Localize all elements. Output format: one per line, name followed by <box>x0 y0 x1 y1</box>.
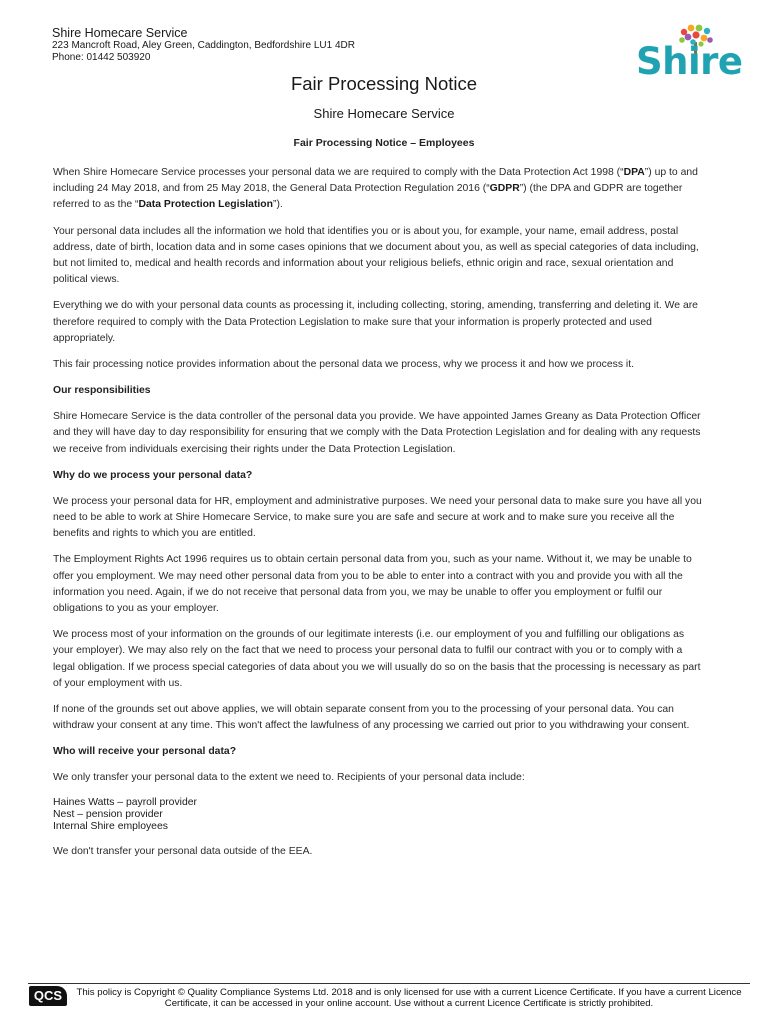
company-address: 223 Mancroft Road, Aley Green, Caddington, Bedfordshire LU1 4DR <box>52 40 355 51</box>
list-item: Nest – pension provider <box>53 808 163 820</box>
company-phone: Phone: 01442 503920 <box>52 51 151 63</box>
paragraph-why-2: The Employment Rights Act 1996 requires us to obtain certain personal data from you, such as your name. Without it, we may be unable to offer you employment. We may need other personal data from you to be able to enter into a contract with you and provide you with all the information you need. Again, if we do not receive that personal data from you, we may be unable to offer you employment or fulfil our obligations to you as your employer. <box>53 554 692 615</box>
document-body <box>53 165 703 859</box>
list-item: Haines Watts – payroll provider <box>53 796 197 808</box>
gdpr-term: GDPR <box>489 183 520 195</box>
company-name: Shire Homecare Service <box>52 26 188 40</box>
paragraph-why-4: If none of the grounds set out above applies, we will obtain separate consent from you to the processing of your personal data. You can withdraw your consent at any time. This won't affect the lawfulness of any processing we carried out prior to you withdrawing your consent. <box>53 704 690 732</box>
legislation-term: Data Protection Legislation <box>138 199 274 211</box>
page-subtitle: Shire Homecare Service <box>313 106 455 121</box>
paragraph-recipients-intro: We only transfer your personal data to the extent we need to. Recipients of your personal data include: <box>53 772 525 784</box>
paragraph-processing: Everything we do with your personal data counts as processing it, including collecting, storing, amending, transferring and deleting it. We are therefore required to comply with the Data Protection Legislation to make sure that your information is properly protected and used appropriately. <box>53 300 698 344</box>
section-heading-responsibilities: Our responsibilities <box>53 385 151 397</box>
page-title: Fair Processing Notice <box>290 73 478 94</box>
intro-paragraph: When Shire Homecare Service processes your personal data we are required to comply with the Data Protection Act 1998 (“DPA”) up to and including 24 May 2018, and from 25 May 2018, the General Data Protection Regulation 2016 (“GDPR”) (the DPA and GDPR are together referred to as the “Data Protection Legislation”). <box>53 167 698 211</box>
copyright-notice: This policy is Copyright © Quality Compliance Systems Ltd. 2018 and is only licensed for use with a current Licence Certificate. If you have a current Licence Certificate, it can be accessed in your online account. Use without a current Licence Certificate is strictly prohibited. <box>76 987 742 1009</box>
paragraph-notice-purpose: This fair processing notice provides information about the personal data we process, why we process it and how we process it. <box>53 359 635 371</box>
recipients-list <box>53 797 703 833</box>
section-heading-recipients: Who will receive your personal data? <box>53 746 237 758</box>
notice-heading: Fair Processing Notice – Employees <box>293 137 475 149</box>
list-item: Internal Shire employees <box>53 820 168 832</box>
footer-divider <box>28 983 750 984</box>
qcs-logo: QCS <box>29 986 67 1006</box>
dpa-term: DPA <box>623 167 645 178</box>
company-address-block <box>52 27 355 63</box>
paragraph-personal-data: Your personal data includes all the information we hold that identifies you or is about you, for example, your name, email address, postal address, date of birth, location data and in some cases opinions that we document about you, as well as special categories of data including, but not limited to, medical and health records and information about your religious beliefs, ethnic origin and race, sexual orientation and political views. <box>53 225 699 286</box>
paragraph-why-3: We process most of your information on the grounds of our legitimate interests (i.e. our employment of you and fulfilling our obligations as your employer). We may also rely on the fact that we need to process your personal data to fulfil our contract with you or to comply with a legal obligation. If we process special categories of data about you we will usually do so on the basis that the processing is necessary as part of your employment with us. <box>53 629 701 689</box>
logo-wordmark: Shire <box>636 40 743 83</box>
section-heading-why: Why do we process your personal data? <box>53 469 253 481</box>
paragraph-why-1: We process your personal data for HR, employment and administrative purposes. We need your personal data to make sure you have all you need to be able to work at Shire Homecare Service, to make sure you are safe and secure at work and to make sure you receive all the benefits and rights to which you are entitled. <box>53 495 702 540</box>
paragraph-responsibilities: Shire Homecare Service is the data controller of the personal data you provide. We have appointed James Greany as Data Protection Officer and they will have day to day responsibility for ensuring that we comply with the Data Protection Legislation and for dealing with any requests we receive from individuals exercising their rights under the Data Protection Legislation. <box>53 411 701 455</box>
paragraph-transfer: We don't transfer your personal data outside of the EEA. <box>53 845 313 857</box>
